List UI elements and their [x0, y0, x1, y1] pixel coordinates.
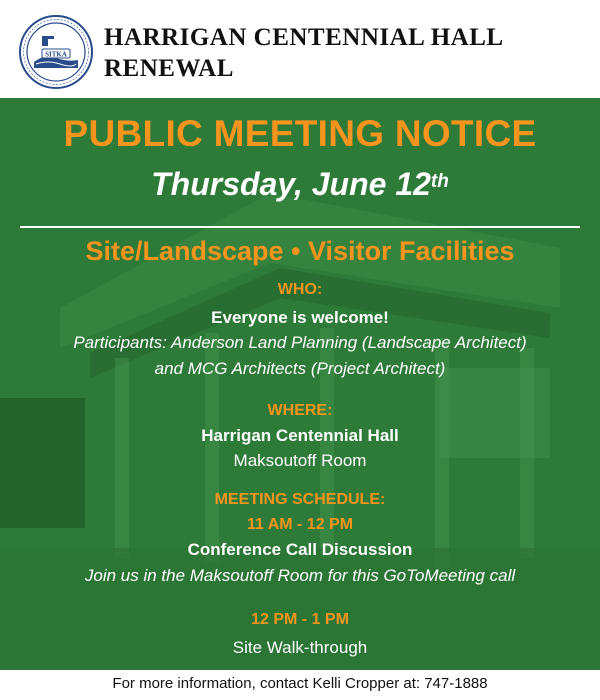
schedule-time1: 11 AM - 12 PM	[246, 516, 354, 533]
schedule-event2: Site Walk-through	[232, 638, 368, 657]
who-line2: Participants: Anderson Land Planning (Landscape Architect)	[73, 333, 527, 352]
meeting-date	[0, 164, 600, 204]
where-line2: Maksoutoff Room	[233, 451, 367, 470]
divider-rule	[20, 226, 580, 228]
meeting-date-suffix: th	[430, 171, 449, 192]
header	[0, 0, 600, 98]
schedule-event1: Conference Call Discussion	[187, 540, 413, 559]
header-title-line1: HARRIGAN CENTENNIAL HALL	[104, 24, 504, 51]
header-title-line2: RENEWAL	[104, 55, 234, 82]
where-line1: Harrigan Centennial Hall	[201, 426, 399, 445]
who-label: WHO:	[277, 281, 323, 298]
seal-text: SITKA	[45, 50, 67, 59]
green-panel	[0, 98, 600, 670]
city-seal-logo	[18, 14, 94, 90]
notice-heading: PUBLIC MEETING NOTICE	[63, 113, 537, 154]
where-label: WHERE:	[267, 402, 333, 419]
meeting-date-main: Thursday, June 12	[151, 166, 431, 202]
header-title	[104, 22, 594, 84]
schedule-event1-detail: Join us in the Maksoutoff Room for this GoToMeeting call	[84, 566, 516, 585]
who-line3: and MCG Architects (Project Architect)	[154, 359, 446, 378]
schedule-label: MEETING SCHEDULE:	[214, 491, 386, 508]
who-line1: Everyone is welcome!	[211, 308, 389, 327]
schedule-time2: 12 PM - 1 PM	[251, 611, 349, 628]
footer-contact: For more information, contact Kelli Cropper at: 747-1888	[0, 670, 600, 700]
meeting-topics: Site/Landscape • Visitor Facilities	[85, 236, 515, 266]
